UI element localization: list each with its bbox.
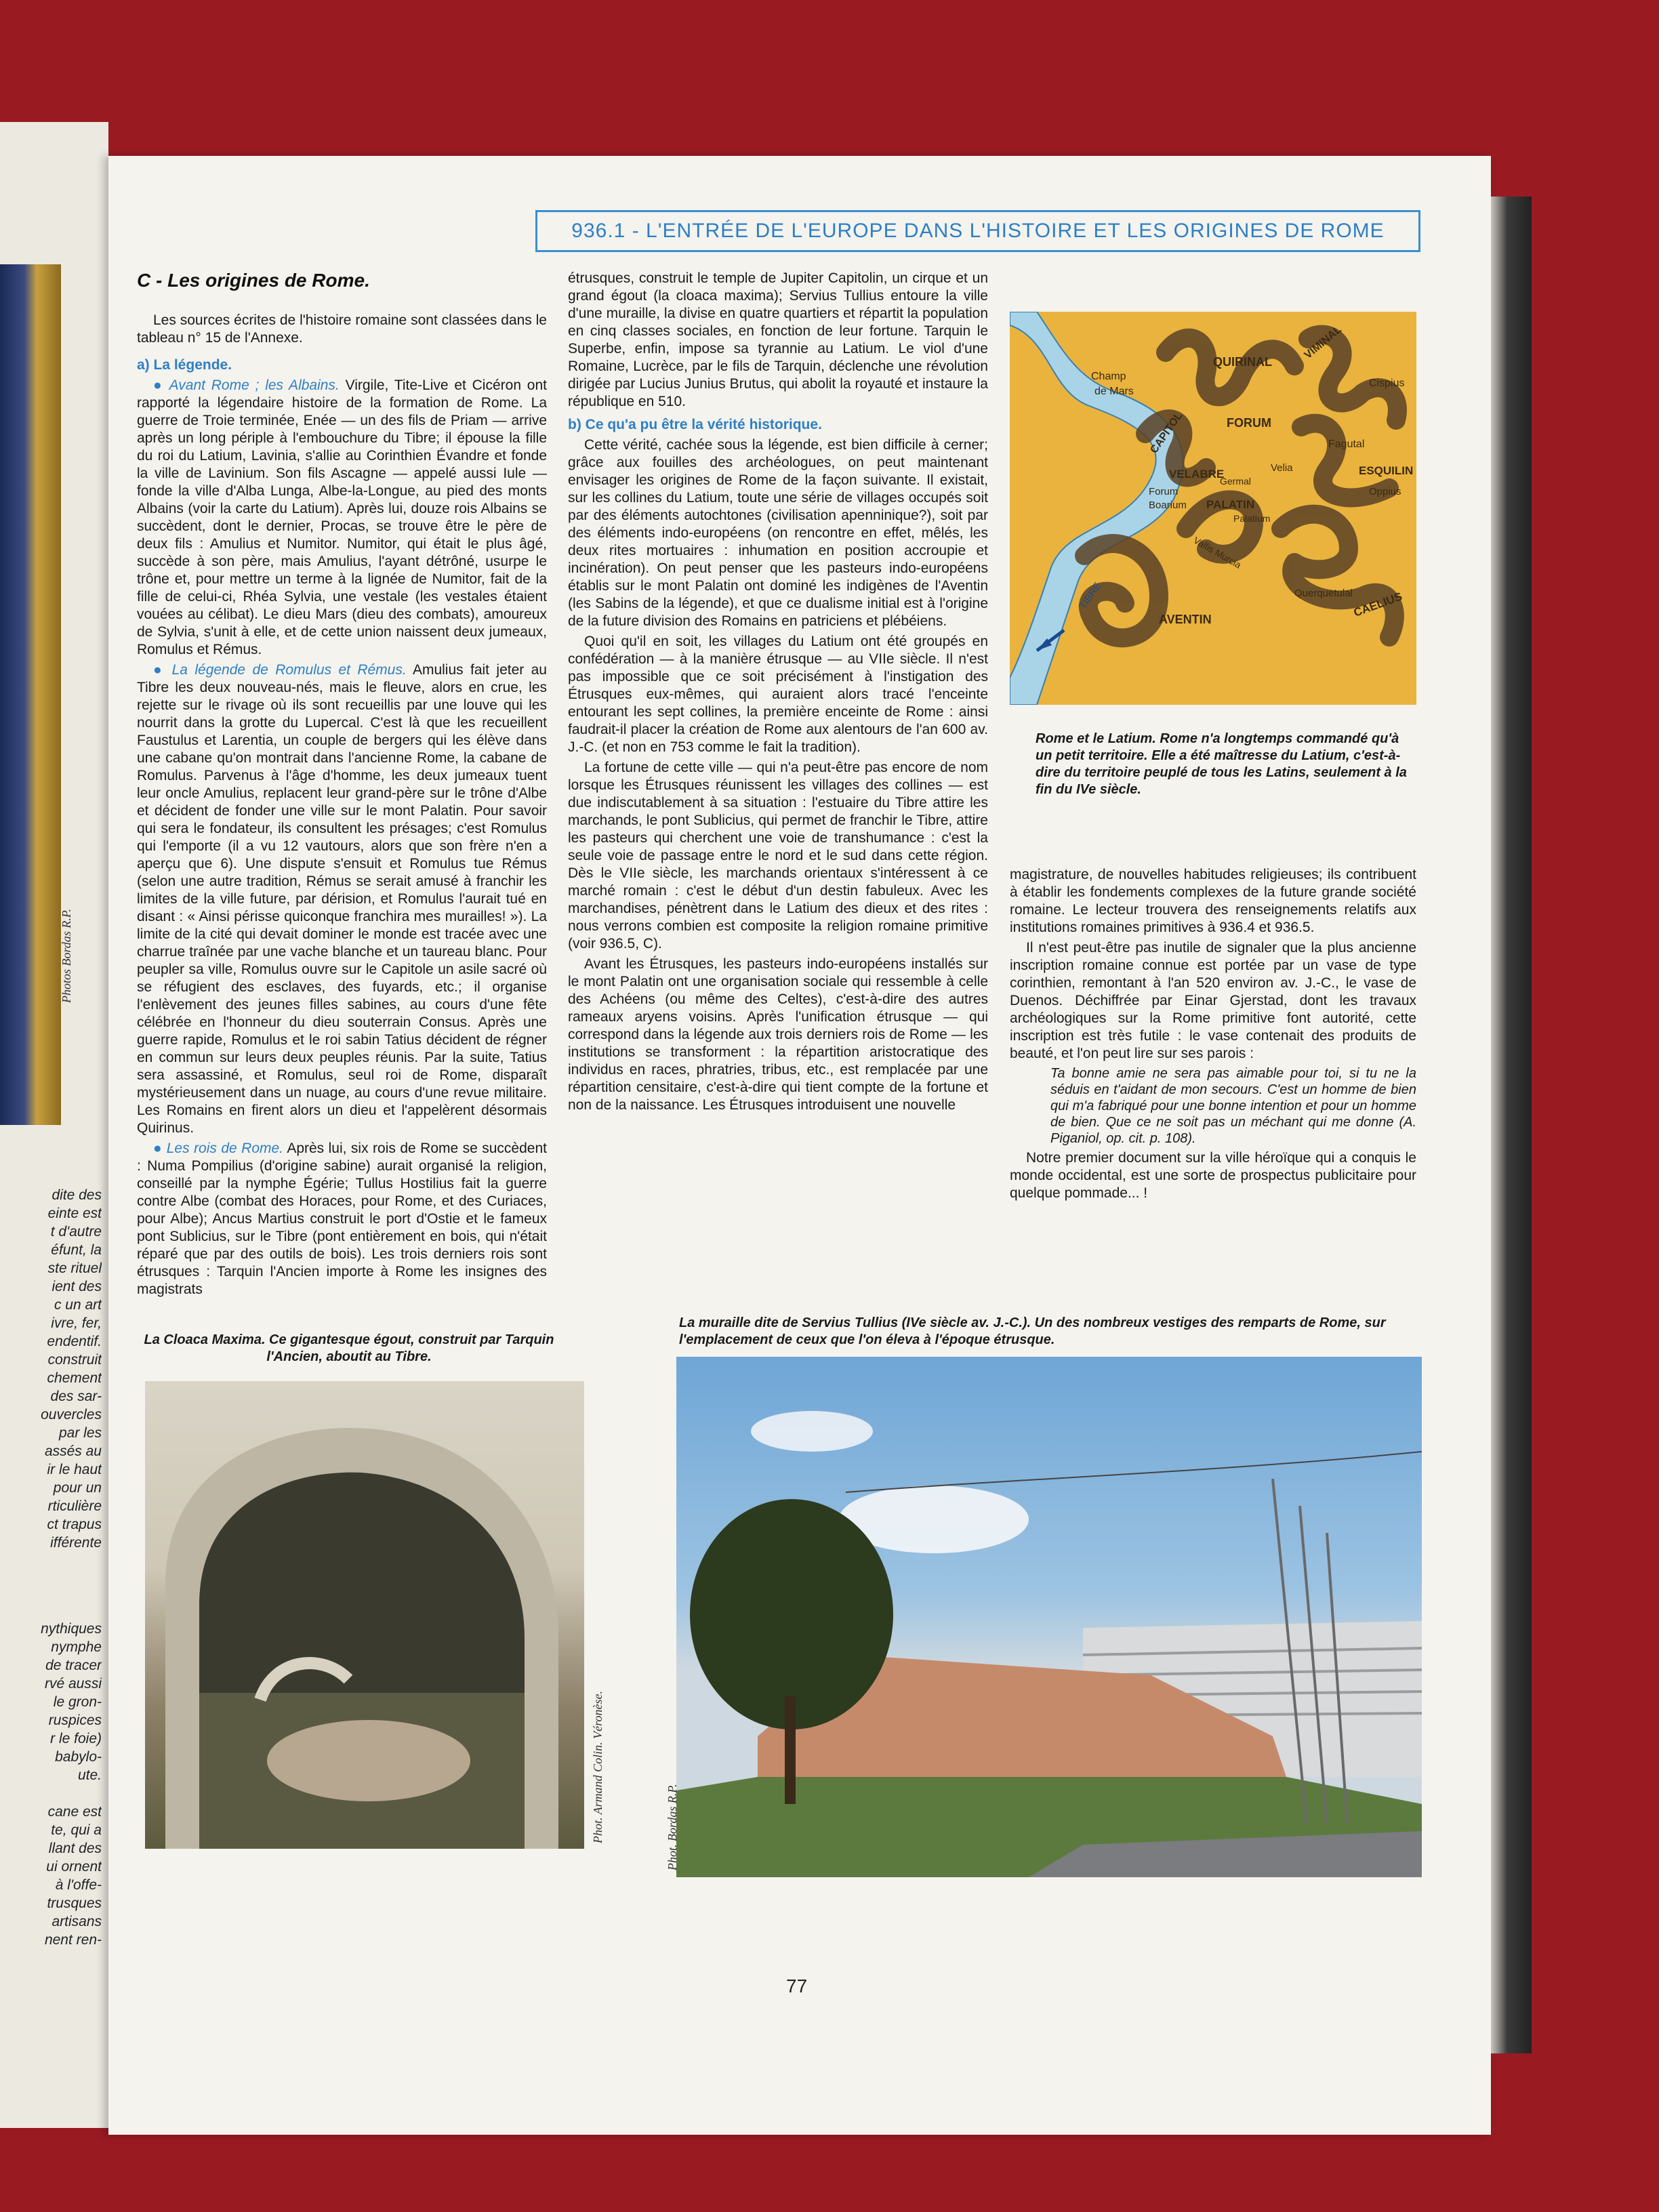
label-fagutal: Fagutal: [1328, 438, 1365, 450]
text-column-3: [1010, 866, 1416, 1205]
left-fragment-line: llant des: [48, 1841, 102, 1856]
label-forum-boarium-1: Forum: [1149, 486, 1179, 497]
label-esquilin: ESQUILIN: [1359, 464, 1414, 477]
label-capitol: CAPITOL: [1148, 410, 1185, 456]
photo-cloaca-maxima: [145, 1381, 584, 1849]
paragraph-fortune: La fortune de cette ville — qui n'a peut-être pas encore de nom lorsque les Étrusques réunissent les villages des collines — est due indiscutablement à sa situation : l'estuaire du Tibre attire les marchands, le pont Sublicius, qui permet de franchir le Tibre, attire les pasteurs qui cherchent une voie de transhumance : c'est la seule voie de passage entre le nord et le sud dans cette région. Dès le VIIe siècle, les marchands orientaux s'intéressent à ce marché romain : c'est le début d'un destin fabuleux. Avec les marchandises, pénètrent dans le Latium des dieux et des rites : nous verrons combien est composite la religion romaine primitive (voir 936.5, C).: [568, 760, 988, 951]
quote-duenos: Ta bonne amie ne sera pas aimable pour toi, si tu ne la séduis en t'aidant de mon secours. C'est un homme de bien qui m'a fabriqué pour une bonne intention et pour un homme de bien. Que ce ne soit pas un méchant qui me donne (A. Piganiol, op. cit. p. 108).: [1050, 1066, 1416, 1146]
section-title: C - Les origines de Rome.: [137, 270, 370, 291]
photo-cloaca-caption: La Cloaca Maxima. Ce gigantesque égout, construit par Tarquin l'Ancien, aboutit au Tibre.: [144, 1332, 554, 1364]
left-text-fragment-2: [0, 1620, 102, 1784]
paragraph-albains: Virgile, Tite-Live et Cicéron ont rapporté la légendaire histoire de la formation de Rome. La guerre de Troie terminée, Enée — un des fils de Priam — arrive après un long périple à l'embouchure du Tibre; il épouse la fille du roi du Latium, Lavinia, s'allie au Corinthien Évandre et fonde la ville de Lavinium. Son fils Ascagne — appelé aussi Iule — fonde la ville d'Alba Lunga, Albe-la-Longue, au pied des monts Albains (voir la carte du Latium). Après lui, douze rois Albains se succèdent, dont le dernier, Procas, se trouve être le père de deux fils : Amulius et Numitor. Numitor, qui était le plus âgé, succède à son père, mais Amulius, l'ayant détrôné, usurpe le trône et, pour mettre un terme à la lignée de Numitor, fait de la fille de celui-ci, Rhéa Sylvia, une vestale (les vestales étaient vouées au célibat). Le dieu Mars (dieu des combats), amoureux de Sylvia, s'unit à elle, et de cette union naissent deux jumeaux, Romulus et Rémus.: [137, 377, 547, 657]
label-vallis-murcia: Vallis Murcia: [1191, 534, 1244, 571]
left-fragment-line: à l'offe-: [55, 1877, 102, 1893]
label-caelius: CAELIUS: [1351, 590, 1404, 619]
left-fragment-line: ruspices: [48, 1713, 102, 1728]
left-fragment-line: ir le haut: [47, 1462, 102, 1477]
lead-rois: ● Les rois de Rome.: [153, 1141, 284, 1156]
left-fragment-line: ste rituel: [47, 1261, 102, 1276]
tree-trunk: [785, 1696, 796, 1804]
left-fragment-line: babylo-: [55, 1749, 102, 1765]
book-page: [108, 156, 1491, 2135]
pine-tree: [690, 1499, 893, 1729]
book-edge: [1491, 197, 1532, 2053]
chapter-title: 936.1 - L'ENTRÉE DE L'EUROPE DANS L'HISTOIRE ET LES ORIGINES DE ROME: [571, 220, 1385, 242]
left-fragment-line: te, qui a: [51, 1822, 102, 1838]
left-fragment-line: éfunt, la: [51, 1242, 102, 1258]
left-fragment-line: ct trapus: [47, 1517, 102, 1532]
label-de-mars: de Mars: [1094, 386, 1134, 397]
left-fragment-line: assés au: [44, 1443, 102, 1459]
label-querquetulal: Querquetulal: [1294, 588, 1353, 599]
photo-muraille-caption: La muraille dite de Servius Tullius (IVe siècle av. J.-C.). Un des nombreux vestiges des remparts de Rome, sur l'emplacement de ceux que l'on éleva à l'époque étrusque.: [679, 1315, 1386, 1347]
text-column-2: [568, 270, 988, 1117]
lead-albains: ● Avant Rome ; les Albains.: [153, 377, 340, 393]
photo-muraille-servius: [676, 1357, 1422, 1877]
left-page-photo: [0, 264, 61, 1125]
photo-cloaca-credit: Phot. Armand Colin. Véronèse.: [591, 1691, 605, 1843]
left-text-fragment-1: [0, 1186, 102, 1552]
left-fragment-line: r le foie): [50, 1731, 102, 1746]
left-fragment-line: ient des: [52, 1279, 102, 1294]
left-fragment-line: endentif.: [47, 1334, 102, 1349]
paragraph-avant-etrusques: Avant les Étrusques, les pasteurs indo-européens installés sur le mont Palatin ont une organisation sociale qui ressemble à celle des Achéens (ou même des Celtes), c'est-à-dire des autres rameaux aryens voisins. Après l'unification étrusque — qui correspond dans la légende aux trois derniers rois de Rome — les institutions se transforment : la répartition aristocratique des individus en races, phratries, tribus, etc., est remplacée par une répartition censitaire, c'est-à-dire qui tient compte de la fortune et non de la naissance. Les Étrusques introduisent une nouvelle: [568, 956, 988, 1113]
paragraph-etrusques: étrusques, construit le temple de Jupiter Capitolin, un cirque et un grand égout (la cloaca maxima); Servius Tullius entoure la ville d'une muraille, la divise en quatre quartiers et répartit la population en cinq classes sociales, en fonction de leur fortune. Tarquin le Superbe, enfin, impose sa tyrannie au Latium. Le viol d'une Romaine, Lucrèce, par le fils de Tarquin, déclenche une révolution dirigée par Lucius Junius Brutus, qui abolit la royauté et instaure la république en 510.: [568, 270, 988, 409]
intro-paragraph: Les sources écrites de l'histoire romaine sont classées dans le tableau n° 15 de l'Annexe.: [137, 312, 547, 346]
left-page: [0, 122, 108, 2128]
paragraph-verite: Cette vérité, cachée sous la légende, est bien difficile à cerner; grâce aux fouilles des archéologues, on peut maintenant envisager les origines de Rome de la façon suivante. Il existait, sur les collines du Latium, toute une série de villages occupés soit par des éléments autochtones (civilisation apenninique?), soit par des éléments indo-européens (on rencontre en effet, mêlés, les deux rites mortuaires : inhumation en position accroupie et incinération). On peut penser que les pasteurs indo-européens établis sur le mont Palatin ont dominé les indigènes de l'Aventin (les Sabins de la légende), et que ce dualisme initial est à l'origine de la future division des Romains en patriciens et plébéiens.: [568, 437, 988, 629]
page-number: 77: [786, 1975, 808, 1996]
left-fragment-line: c un art: [54, 1297, 102, 1313]
left-fragment-line: einte est: [47, 1206, 102, 1221]
left-fragment-line: ute.: [77, 1767, 102, 1783]
photo-cloaca-svg: [145, 1381, 584, 1849]
left-fragment-line: dite des: [52, 1187, 102, 1203]
label-cispius: Cispius: [1369, 377, 1405, 389]
left-fragment-line: pour un: [53, 1480, 102, 1496]
label-viminal: VIMINAL: [1302, 323, 1344, 362]
left-fragment-line: artisans: [52, 1914, 102, 1929]
label-germal: Germal: [1220, 476, 1251, 487]
cloud-2: [751, 1411, 873, 1452]
subheading-legend: a) La légende.: [137, 357, 232, 373]
map-svg: [1010, 312, 1416, 705]
label-aventin: AVENTIN: [1159, 613, 1212, 626]
left-fragment-line: chement: [47, 1370, 102, 1386]
label-champ: Champ: [1091, 371, 1126, 382]
label-forum: FORUM: [1227, 416, 1271, 430]
left-fragment-line: nymphe: [51, 1639, 102, 1655]
rock-pile: [267, 1720, 470, 1801]
text-column-1: [137, 312, 547, 1301]
label-tibre: TIBRE: [1077, 580, 1104, 612]
label-oppius: Oppius: [1369, 486, 1401, 497]
label-quirinal: QUIRINAL: [1213, 355, 1272, 369]
paragraph-romulus: Amulius fait jeter au Tibre les deux nouveau-nés, mais le fleuve, alors en crue, les rejette sur le rivage où ils sont recueillis par une louve qui les nourrit dans la grotte du Lupercal. C'est là que les recueillent Faustulus et Larentia, un couple de bergers qui les élève dans une cabane qu'on montrait dans l'ancienne Rome, la cabane de Romulus. Parvenus à l'âge d'homme, les deux jumeaux tuent leur oncle Amulius, replacent leur grand-père sur le trône d'Albe et décident de fonder une ville sur le mont Palatin. Pour savoir qui sera le fondateur, ils consultent les présages; c'est Romulus qui l'emporte (il a vu 12 vautours, alors que son frère n'en a aperçu que 6). Une dispute s'ensuit et Romulus tue Rémus (selon une autre tradition, Rémus se serait amusé à franchir les limites de la ville future, par dérision, et Romulus l'aurait tué en disant : « Ainsi périsse quiconque franchira mes murailles! »). La limite de la cité qui devait dominer le monde est tracée avec une charrue traînée par une vache blanche et un taureau blanc. Pour peupler sa ville, Romulus ouvre sur le Capitole un asile sacré où se réfugient des esclaves, des fuyards, etc.; il organise l'enlèvement des jeunes filles sabines, au cours d'une fête célébrée en l'honneur du dieu souterrain Consus. Après une guerre rapide, Romulus et le roi sabin Tatius décident de régner en commun sur leurs deux peuples réunis. Par la suite, Tatius sera assassiné, et Romulus, seul roi de Rome, disparaît mystérieusement dans un nuage, au cours d'une revue militaire. Les Romains en firent alors un dieu et l'appelèrent désormais Quirinus.: [137, 662, 547, 1136]
left-photo-credit: Photos Bordas R.P.: [60, 908, 73, 1003]
left-text-fragment-3: [0, 1803, 102, 1949]
paragraph-rois: Après lui, six rois de Rome se succèdent : Numa Pompilius (d'origine sabine) aurait organisé la religion, conseillé par la nymphe Égérie; Tullus Hostilius fait la guerre contre Albe (combat des Horaces, pour Rome, et des Curiaces, pour Albe); Ancus Martius construit le port d'Ostie et le fameux pont Sublicius, sur le Tibre (pont entièrement en bois, qui n'était réparé que par des outils de bois). Les trois derniers rois sont étrusques : Tarquin l'Ancien importe à Rome les insignes des magistrats: [137, 1141, 547, 1297]
left-fragment-line: ivre, fer,: [51, 1315, 102, 1331]
left-fragment-line: construit: [47, 1352, 102, 1368]
label-palatin: PALATIN: [1206, 498, 1255, 511]
label-palatium: Palatium: [1233, 513, 1271, 524]
left-fragment-line: ouvercles: [41, 1407, 102, 1422]
lead-romulus: ● La légende de Romulus et Rémus.: [153, 662, 407, 678]
paragraph-confederation: Quoi qu'il en soit, les villages du Latium ont été groupés en confédération — à la manière étrusque — au VIIe siècle. Il n'est pas impossible que ce soit précisément à l'instigation des Étrusques eux-mêmes, qui auraient alors tracé l'enceinte entourant les sept collines, la première enceinte de Rome : ainsi faudrait-il placer la création de Rome aux alentours de l'an 600 av. J.-C. (et non en 753 comme le fait la tradition).: [568, 634, 988, 755]
left-fragment-line: nythiques: [41, 1621, 102, 1637]
left-fragment-line: ui ornent: [46, 1859, 102, 1875]
wire: [846, 1452, 1422, 1492]
left-fragment-line: des sar-: [50, 1389, 102, 1404]
chapter-header: [535, 210, 1420, 252]
left-fragment-line: ifférente: [50, 1535, 102, 1551]
left-fragment-line: t d'autre: [50, 1224, 102, 1240]
paragraph-inscription: Il n'est peut-être pas inutile de signaler que la plus ancienne inscription romaine connue est portée par un vase de type corinthien, remontant à l'an 520 environ av. J.-C., le vase de Duenos. Déchiffrée par Einar Gjerstad, dont les travaux archéologiques sur la Rome primitive font autorité, cette inscription est très futile : le vase contenait des produits de beauté, et l'on peut lire sur ses parois :: [1010, 940, 1416, 1061]
left-fragment-line: cane est: [47, 1804, 102, 1820]
left-fragment-line: trusques: [47, 1896, 102, 1911]
map-caption: Rome et le Latium. Rome n'a longtemps commandé qu'à un petit territoire. Elle a été maîtresse du Latium, c'est-à-dire du territoire peuplé de tous les Latins, seulement à la fin du IVe siècle.: [1036, 731, 1407, 797]
map-rome: [1010, 312, 1416, 705]
left-fragment-line: de tracer: [45, 1658, 102, 1673]
label-forum-boarium-2: Boarium: [1149, 499, 1187, 511]
hill-caelius: [1281, 514, 1395, 637]
left-fragment-line: rvé aussi: [44, 1676, 102, 1692]
left-fragment-line: par les: [58, 1425, 102, 1441]
left-fragment-line: le gron-: [53, 1694, 102, 1710]
paragraph-conclusion: Notre premier document sur la ville héroïque qui a conquis le monde occidental, est une sorte de prospectus publicitaire pour quelque pommade... !: [1010, 1150, 1416, 1201]
label-velabre: VELABRE: [1169, 468, 1225, 480]
photo-muraille-credit: Phot. Bordas R.P.: [665, 1784, 679, 1870]
paragraph-magistrature: magistrature, de nouvelles habitudes religieuses; ils contribuent à établir les fondements complexes de la future grande société romaine. Le lecteur trouvera des renseignements relatifs aux institutions romaines primitives à 936.4 et 936.5.: [1010, 867, 1416, 935]
left-fragment-line: rticulière: [47, 1498, 102, 1514]
photo-muraille-svg: [676, 1357, 1422, 1877]
label-velia: Velia: [1271, 462, 1293, 474]
left-fragment-line: nent ren-: [44, 1932, 102, 1948]
subheading-verite: b) Ce qu'a pu être la vérité historique.: [568, 417, 822, 432]
